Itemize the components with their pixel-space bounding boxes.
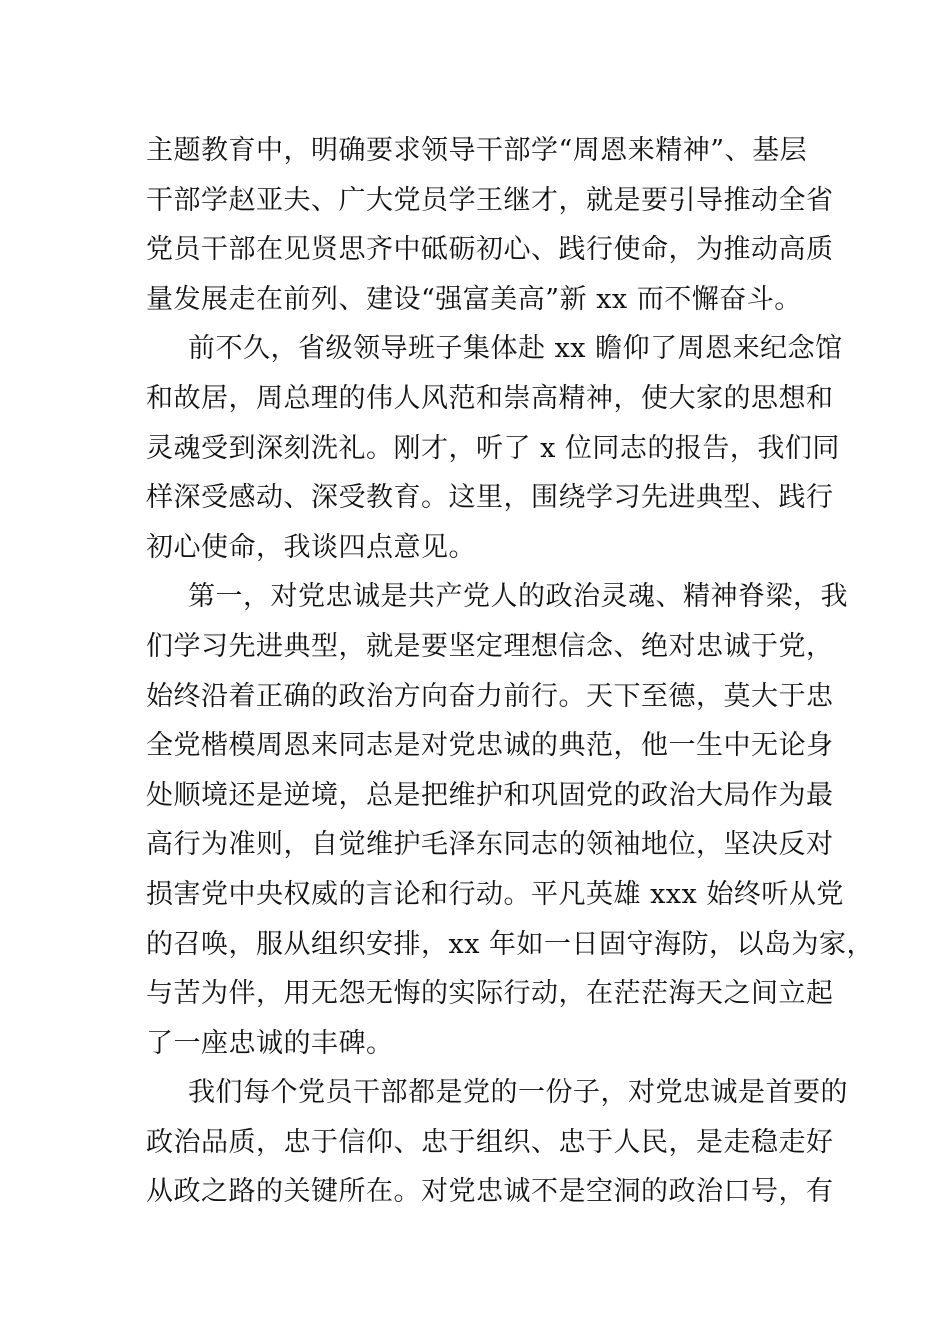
paragraph-first-line: 我们每个党员干部都是党的一份子，对党忠诚是首要的 — [188, 1077, 848, 1109]
text-line: 灵魂受到深刻洗礼。刚才，听了 x 位同志的报告，我们同 — [146, 432, 840, 464]
text-line: 与苦为伴，用无怨无悔的实际行动，在茫茫海天之间立起 — [146, 978, 834, 1010]
text-line: 的召唤，服从组织安排，xx 年如一日固守海防，以岛为家， — [146, 928, 875, 960]
text-line: 初心使命，我谈四点意见。 — [146, 531, 476, 563]
text-line: 高行为准则，自觉维护毛泽东同志的领袖地位，坚决反对 — [146, 829, 834, 861]
text-line: 从政之路的关键所在。对党忠诚不是空洞的政治口号，有 — [146, 1176, 834, 1208]
text-line: 样深受感动、深受教育。这里，围绕学习先进典型、践行 — [146, 482, 834, 514]
text-line: 主题教育中，明确要求领导干部学“周恩来精神”、基层 — [146, 135, 808, 166]
text-line: 全党楷模周恩来同志是对党忠诚的典范，他一生中无论身 — [146, 730, 834, 762]
body-text — [146, 126, 875, 1217]
text-line: 了一座忠诚的丰碑。 — [146, 1027, 394, 1059]
text-line: 始终沿着正确的政治方向奋力前行。天下至德，莫大于忠 — [146, 680, 834, 712]
text-line: 干部学赵亚夫、广大党员学王继才，就是要引导推动全省 — [146, 184, 834, 216]
text-line: 和故居，周总理的伟人风范和崇高精神，使大家的思想和 — [146, 382, 834, 414]
text-line: 们学习先进典型，就是要坚定理想信念、绝对忠诚于党， — [146, 630, 834, 662]
text-line: 量发展走在前列、建设“强富美高”新 xx 而不懈奋斗。 — [146, 283, 802, 315]
text-line: 党员干部在见贤思齐中砥砺初心、践行使命，为推动高质 — [146, 234, 834, 266]
text-line: 政治品质，忠于信仰、忠于组织、忠于人民，是走稳走好 — [146, 1126, 834, 1158]
text-line: 损害党中央权威的言论和行动。平凡英雄 xxx 始终听从党 — [146, 878, 844, 910]
text-line: 处顺境还是逆境，总是把维护和巩固党的政治大局作为最 — [146, 779, 834, 811]
paragraph-first-line: 前不久，省级领导班子集体赴 xx 瞻仰了周恩来纪念馆 — [188, 333, 843, 365]
paragraph-first-line: 第一，对党忠诚是共产党人的政治灵魂、精神脊梁，我 — [188, 581, 848, 613]
